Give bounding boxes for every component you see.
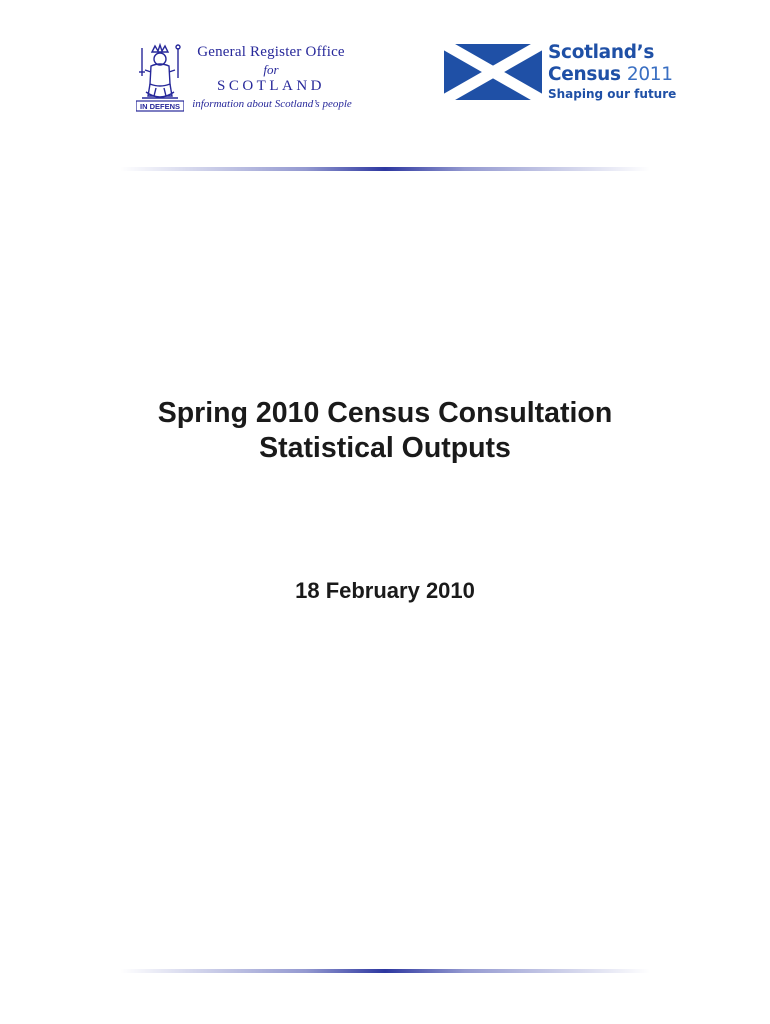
royal-crest-icon	[136, 42, 184, 114]
footer-divider	[120, 969, 650, 973]
gro-tagline: information about Scotland’s people	[192, 98, 352, 110]
census-tagline: Shaping our future	[548, 87, 677, 101]
gro-logo	[136, 40, 366, 115]
saltire-flag-icon	[444, 44, 542, 100]
census-logo	[444, 42, 677, 104]
document-title	[0, 396, 770, 466]
census-year: 2011	[626, 64, 673, 85]
census-logo-title: Scotland’s	[548, 42, 655, 63]
census-logo-subtitle	[548, 64, 673, 85]
header-divider	[120, 167, 650, 171]
title-line-1: Spring 2010 Census Consultation	[157, 397, 613, 429]
title-line-2: Statistical Outputs	[259, 432, 511, 464]
document-date: 18 February 2010	[295, 578, 475, 603]
census-word: Census	[548, 64, 621, 85]
gro-name: General Register Office	[197, 44, 345, 60]
gro-scotland: SCOTLAND	[216, 78, 325, 94]
gro-for: for	[263, 62, 279, 77]
crest-motto: IN DEFENS	[139, 102, 181, 111]
